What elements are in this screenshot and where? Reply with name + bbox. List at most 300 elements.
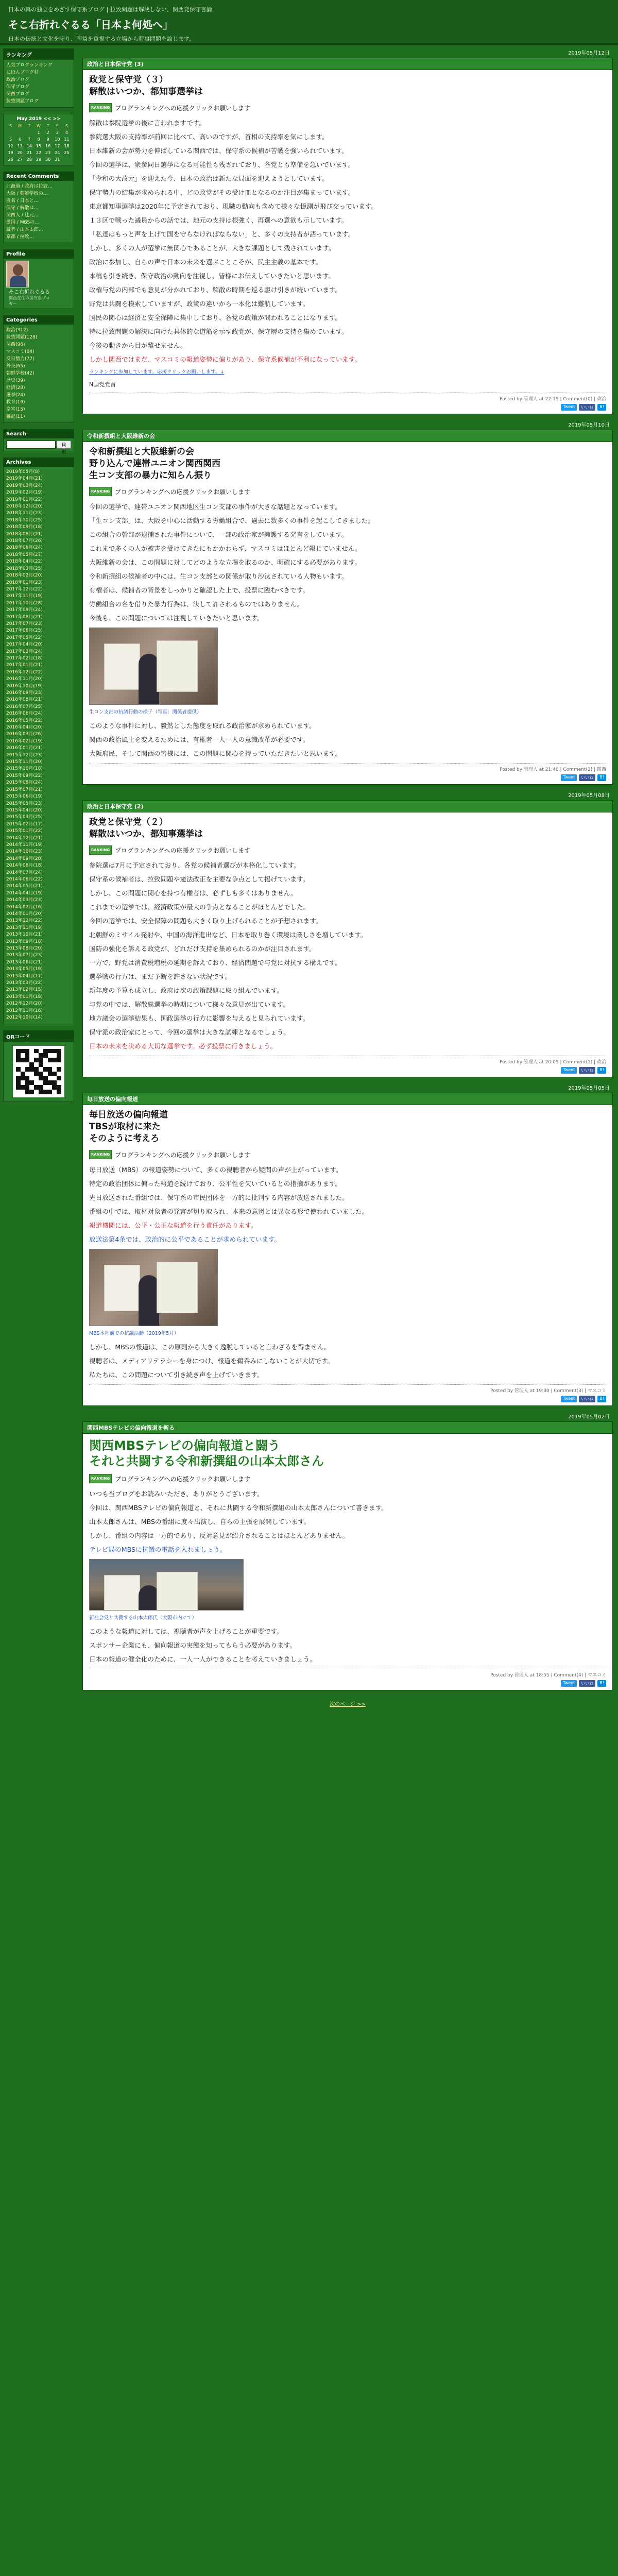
posted-by[interactable]: Posted by 管理人 at 20:05 | Comment(1) | 政治	[500, 1060, 606, 1065]
recent-comment-link[interactable]: 愛国 / MBSの…	[6, 220, 40, 225]
calendar-day[interactable]: 26	[8, 157, 13, 162]
archive-link[interactable]: 2012年12月(20)	[6, 1001, 43, 1007]
archive-link[interactable]: 2019年05月(8)	[6, 469, 40, 474]
archive-link[interactable]: 2015年06月(19)	[6, 794, 43, 800]
calendar-day[interactable]: 19	[8, 150, 13, 155]
calendar-day[interactable]: 1	[37, 130, 40, 135]
avatar[interactable]	[6, 261, 29, 287]
blue-paragraph: 放送法第4条では、政治的に公平であることが求められています。	[89, 1235, 281, 1243]
archive-link[interactable]: 2014年07月(24)	[6, 870, 43, 875]
calendar-title[interactable]: May 2019 << >>	[16, 116, 61, 122]
entry-header[interactable]: 毎日放送の偏向報道	[83, 1093, 612, 1105]
calendar-day[interactable]: 5	[9, 137, 12, 142]
archive-link[interactable]: 2015年03月(25)	[6, 815, 43, 820]
ranking-banner-row	[89, 103, 606, 112]
header-subtitle: 日本の真の独立をめざす保守系ブログ | 拉致問題は解決しない、関西発保守言論	[8, 6, 212, 13]
recent-comment-link[interactable]: 京都 / 拉致…	[6, 234, 34, 240]
calendar-day[interactable]: 28	[26, 157, 32, 162]
twitter-share-button[interactable]: Tweet	[561, 404, 577, 411]
entry-header[interactable]: 政治と日本保守党 (3)	[83, 58, 612, 70]
archive-link[interactable]: 2013年06月(21)	[6, 959, 43, 965]
paragraph: １３区で戦った議員からの話では、地元の支持は根強く、再選への意欲も示しています。	[89, 216, 348, 224]
category-link[interactable]: 皇室(15)	[6, 407, 25, 412]
paragraph: 北朝鮮のミサイル発射や、中国の海洋進出など、日本を取り巻く環境は厳しさを増しています。	[89, 931, 367, 939]
category-link[interactable]: 歴史(39)	[6, 378, 25, 383]
facebook-share-button[interactable]: いいね	[579, 1067, 595, 1074]
recent-comments-list	[4, 181, 74, 243]
archive-link[interactable]: 2018年06月(24)	[6, 545, 43, 551]
archive-link[interactable]: 2013年09月(18)	[6, 939, 43, 944]
recent-comment-link[interactable]: 北海道 / 政府は拉致…	[6, 184, 53, 189]
paragraph: 特定の政治団体に偏った報道を続けており、公平性を欠いているとの指摘があります。	[89, 1180, 342, 1188]
archive-link[interactable]: 2013年02月(15)	[6, 987, 43, 993]
ranking-banner-icon[interactable]: RANKING	[89, 103, 112, 112]
paragraph: 「令和の大改元」を迎えた今、日本の政治は新たな局面を迎えようとしています。	[89, 175, 329, 182]
archive-link[interactable]: 2019年03月(24)	[6, 483, 43, 488]
archive-link[interactable]: 2016年04月(20)	[6, 725, 43, 731]
ranking-text: プログランキングへの応援クリックお願いします	[115, 104, 251, 112]
archive-link[interactable]: 2015年09月(22)	[6, 773, 43, 778]
paragraph: しかし、この問題に関心を持つ有権者は、必ずしも多くはありません。	[89, 889, 297, 897]
twitter-share-button[interactable]: Tweet	[561, 1680, 577, 1687]
paragraph: 大阪維新の会は、この問題に対してどのような立場を取るのか、明確にする必要があります。	[89, 558, 361, 566]
archive-link[interactable]: 2015年10月(18)	[6, 766, 43, 772]
archive-link[interactable]: 2018年11月(23)	[6, 511, 43, 516]
paragraph: これまでの選挙では、経済政策が最大の争点となることがほとんどでした。	[89, 903, 310, 911]
ranking-banner-icon[interactable]: RANKING	[89, 1150, 112, 1159]
archive-link[interactable]: 2014年11月(19)	[6, 842, 43, 848]
calendar-day[interactable]: 24	[55, 150, 60, 155]
paragraph: 参院選大阪の支持率が前回に比べて、高いのですが、首相の支持率を気にします。	[89, 133, 329, 141]
archive-link[interactable]: 2016年01月(21)	[6, 745, 43, 751]
archive-link[interactable]: 2014年12月(21)	[6, 835, 43, 841]
archive-link[interactable]: 2019年04月(21)	[6, 476, 43, 482]
entry-body	[83, 70, 612, 414]
profile-name-box	[9, 287, 50, 307]
ranking-text: プログランキングへの応援クリックお願いします	[115, 1475, 251, 1483]
entry-header[interactable]: 政治と日本保守党 (2)	[83, 801, 612, 812]
entry-photo[interactable]	[89, 628, 218, 705]
hatena-bookmark-button[interactable]: B!	[597, 1680, 606, 1687]
category-link[interactable]: 反日勢力(77)	[6, 357, 35, 362]
archive-link[interactable]: 2013年12月(22)	[6, 918, 43, 924]
archive-link[interactable]: 2018年08月(21)	[6, 531, 43, 537]
paragraph: 特に拉致問題の解決に向けた具体的な道筋を示す政党が、保守層の支持を集めています。	[89, 328, 348, 335]
facebook-share-button[interactable]: いいね	[579, 1396, 595, 1402]
archive-link[interactable]: 2015年02月(17)	[6, 821, 43, 827]
highlight-paragraph: しかし関西ではまだ、マスコミの報道姿勢に偏りがあり、保守系候補が不利になっています。	[89, 355, 361, 363]
calendar-day[interactable]: 25	[64, 150, 70, 155]
archive-link[interactable]: 2014年01月(20)	[6, 911, 43, 917]
ranking-banner-row	[89, 845, 606, 855]
paragraph: 山本太郎さんは、MBSの番組に度々出演し、自らの主張を展開しています。	[89, 1518, 311, 1526]
archive-link[interactable]: 2018年12月(20)	[6, 504, 43, 510]
placard	[104, 1265, 140, 1311]
site-title[interactable]: そこ右折れぐるる「日本よ何処へ」	[8, 19, 173, 31]
calendar-day[interactable]: 13	[17, 144, 23, 148]
paragraph: 国民の関心は経済と安全保障に集中しており、各党の政策が問われることになります。	[89, 314, 342, 321]
archive-link[interactable]: 2018年02月(20)	[6, 573, 43, 579]
paragraph: しかし、多くの人が選挙に無関心であることが、大きな課題として残されています。	[89, 244, 335, 252]
placard	[157, 1262, 198, 1313]
paragraph: 今回の選挙は、衆参同日選挙になる可能性も残されており、各党とも準備を急いでいます。	[89, 161, 355, 168]
archive-link[interactable]: 2018年01月(23)	[6, 580, 43, 585]
archive-link[interactable]: 2013年11月(19)	[6, 925, 43, 930]
calendar-day[interactable]: 2	[46, 130, 49, 135]
calendar-day	[15, 130, 24, 136]
entry-body	[83, 1105, 612, 1405]
entry-date: 2019年05月08日	[568, 793, 610, 799]
entry-photo[interactable]	[89, 1559, 244, 1611]
archive-link[interactable]: 2015年07月(21)	[6, 787, 43, 792]
site-description: 日本の伝統と文化を守り、国益を重視する立場から時事問題を論じます。	[8, 36, 195, 42]
archive-link[interactable]: 2017年07月(23)	[6, 621, 43, 626]
recent-comment-link[interactable]: 大阪 / 朝鮮学校の…	[6, 191, 48, 196]
calendar-day	[25, 130, 33, 136]
calendar-day[interactable]: 14	[26, 144, 32, 148]
calendar-day[interactable]: 17	[55, 144, 60, 148]
archive-link[interactable]: 2017年02月(18)	[6, 655, 43, 661]
archive-link[interactable]: 2015年04月(20)	[6, 807, 43, 813]
paragraph: 今回の選挙で、連帯ユニオン関西地区生コン支部の事件が大きな話題となっています。	[89, 503, 341, 511]
category-link[interactable]: マスコミ(84)	[6, 349, 35, 354]
share-buttons	[89, 1396, 606, 1402]
menu-block	[3, 48, 74, 108]
facebook-share-button[interactable]: いいね	[579, 404, 595, 411]
calendar-day[interactable]: 15	[36, 144, 42, 148]
archive-link[interactable]: 2017年12月(22)	[6, 586, 43, 592]
twitter-share-button[interactable]: Tweet	[561, 1396, 577, 1402]
entry-footer	[89, 393, 606, 411]
archive-link[interactable]: 2016年10月(19)	[6, 683, 43, 689]
entry-footer	[89, 1669, 606, 1687]
paragraph: 毎日放送（MBS）の報道姿勢について、多くの視聴者から疑問の声が上がっています。	[89, 1166, 342, 1174]
category-link[interactable]: 朝鮮学校(42)	[6, 371, 35, 376]
archive-link[interactable]: 2017年10月(28)	[6, 600, 43, 606]
ranking-banner-icon[interactable]: RANKING	[89, 487, 112, 496]
archive-link[interactable]: 2018年07月(26)	[6, 538, 43, 544]
entry-body	[83, 812, 612, 1077]
calendar-day[interactable]: 11	[64, 137, 70, 142]
share-buttons	[89, 1067, 606, 1074]
calendar-day[interactable]: 22	[36, 150, 42, 155]
paragraph: いつも当ブログをお読みいただき、ありがとうございます。	[89, 1490, 264, 1498]
archive-link[interactable]: 2018年03月(25)	[6, 566, 43, 571]
recent-comment-link[interactable]: 保守 / 解散は…	[6, 206, 39, 211]
facebook-share-button[interactable]: いいね	[579, 1680, 595, 1687]
paragraph: しかし、MBSの報道は、この原則から大きく逸脱していると言わざるを得ません。	[89, 1343, 331, 1351]
placard	[157, 1572, 198, 1611]
posted-by[interactable]: Posted by 管理人 at 18:55 | Comment(4) | マスコミ	[490, 1673, 606, 1678]
category-link[interactable]: 関西(96)	[6, 342, 25, 347]
calendar-day[interactable]: 3	[56, 130, 59, 135]
archive-link[interactable]: 2017年11月(19)	[6, 594, 43, 599]
menu-link[interactable]: 拉致問題ブログ	[6, 99, 39, 104]
search-input[interactable]	[6, 440, 56, 449]
hatena-bookmark-button[interactable]: B!	[597, 774, 606, 781]
archive-link[interactable]: 2016年05月(22)	[6, 718, 43, 723]
paragraph: 保守系の候補者は、拉致問題や憲法改正を主要な争点として掲げています。	[89, 875, 310, 883]
category-link[interactable]: 政治(312)	[6, 328, 28, 333]
archive-link[interactable]: 2014年04月(19)	[6, 890, 43, 896]
archive-link[interactable]: 2014年06月(22)	[6, 876, 43, 882]
categories-list	[4, 325, 74, 422]
menu-link[interactable]: 保守ブログ	[6, 84, 30, 90]
paragraph: 新年度の予算も成立し、政府は次の政策課題に取り組んでいます。	[89, 987, 283, 994]
entry-date: 2019年05月12日	[568, 50, 610, 56]
recent-comment-link[interactable]: 読者 / 山本太郎…	[6, 227, 43, 232]
calendar-day[interactable]: 6	[19, 137, 22, 142]
ranking-banner-row	[89, 1150, 606, 1159]
archive-link[interactable]: 2017年06月(25)	[6, 628, 43, 634]
archive-link[interactable]: 2014年08月(18)	[6, 863, 43, 869]
paragraph: 与党の中では、解散総選挙の時期について様々な意見が出ています。	[89, 1001, 290, 1008]
search-heading: Search	[4, 430, 74, 438]
paragraph: このような事件に対し、毅然とした態度を取れる政治家が求められています。	[89, 722, 316, 730]
person-figure	[139, 1585, 159, 1611]
entry-title[interactable]: 令和新撰組と大阪維新の会 野り込んで連帯ユニオン関西関西 生コン支部の暴力に知らん振り	[89, 447, 220, 481]
category-link[interactable]: 雑記(11)	[6, 414, 25, 419]
photo-caption: 生コン支部の抗議行動の様子（写真：関係者提供）	[89, 709, 202, 715]
archives-block	[3, 457, 74, 1024]
hatena-bookmark-button[interactable]: B!	[597, 404, 606, 411]
calendar-day[interactable]: 12	[8, 144, 13, 148]
category-link[interactable]: 経済(28)	[6, 385, 25, 391]
calendar-day[interactable]: 20	[17, 150, 23, 155]
calendar-day[interactable]: 10	[55, 137, 60, 142]
person-figure	[139, 1275, 159, 1326]
archive-link[interactable]: 2012年11月(16)	[6, 1008, 43, 1013]
archive-link[interactable]: 2015年01月(22)	[6, 828, 43, 834]
paragraph: 日本の報道の健全化のために、一人一人ができることを考えていきましょう。	[89, 1655, 316, 1663]
calendar-day[interactable]: 18	[64, 144, 70, 148]
archive-link[interactable]: 2016年12月(22)	[6, 669, 43, 675]
paragraph: 私たちは、この問題について引き続き声を上げていきます。	[89, 1371, 264, 1379]
entry-title[interactable]: 政党と保守党（２） 解散はいつか、都知事選挙は	[89, 817, 203, 839]
category-link[interactable]: 拉致問題(128)	[6, 335, 38, 340]
paragraph: 選挙戦の行方は、まだ予断を許さない状況です。	[89, 973, 232, 980]
recent-comments-block	[3, 172, 74, 243]
archive-link[interactable]: 2014年02月(16)	[6, 904, 43, 910]
highlight-paragraph: 日本の未来を決める大切な選挙です。必ず投票に行きましょう。	[89, 1042, 277, 1050]
archive-link[interactable]: 2013年01月(18)	[6, 994, 43, 999]
archive-link[interactable]: 2012年10月(14)	[6, 1015, 43, 1021]
archive-link[interactable]: 2014年09月(20)	[6, 856, 43, 861]
paragraph: これまで多くの人が被害を受けてきたにもかかわらず、マスコミはほとんど報じていません。	[89, 545, 362, 552]
archive-link[interactable]: 2018年05月(27)	[6, 552, 43, 557]
archives-list	[4, 467, 74, 1024]
archive-link[interactable]: 2017年01月(21)	[6, 663, 43, 668]
archive-link[interactable]: 2017年09月(24)	[6, 607, 43, 613]
archive-link[interactable]: 2017年08月(21)	[6, 614, 43, 620]
blog-entry	[82, 430, 613, 785]
menu-link[interactable]: にほんブログ村	[6, 70, 39, 75]
calendar-block	[3, 114, 74, 165]
paragraph: 保守派の政治家にとって、今回の選挙は大きな試練となるでしょう。	[89, 1028, 290, 1036]
posted-by[interactable]: Posted by 管理人 at 19:30 | Comment(3) | マスコミ	[490, 1388, 606, 1394]
entry-photo[interactable]	[89, 1249, 218, 1326]
ranking-banner-icon[interactable]: RANKING	[89, 1474, 112, 1483]
ranking-link[interactable]: ランキングに参加しています。応援クリックお願いします。↓	[89, 369, 225, 375]
entry-header[interactable]: 令和新撰組と大阪維新の会	[83, 430, 612, 442]
recent-comments-heading: Recent Comments	[4, 172, 74, 181]
calendar-dow: F	[56, 124, 59, 128]
calendar-day[interactable]: 27	[17, 157, 23, 162]
paragraph: 国防の強化を訴える政党が、どれだけ支持を集められるのかが注目されます。	[89, 945, 316, 953]
placard	[104, 643, 140, 690]
paragraph: 保守勢力の結集が求められる中、どの政党がその受け皿となるのか注目が集まっています。	[89, 189, 355, 196]
archive-link[interactable]: 2015年11月(20)	[6, 759, 43, 765]
recent-comment-link[interactable]: 関西人 / 辻元…	[6, 213, 39, 218]
calendar-day[interactable]: 8	[37, 137, 40, 142]
entry-date: 2019年05月10日	[568, 422, 610, 428]
archive-link[interactable]: 2013年03月(22)	[6, 980, 43, 986]
archive-link[interactable]: 2014年03月(23)	[6, 897, 43, 903]
entry-header[interactable]: 関西MBSテレビの偏向報道を斬る	[83, 1422, 612, 1434]
calendar-dow: S	[9, 124, 12, 128]
entry-body	[83, 442, 612, 784]
photo-caption: 新社会党と共闘する山本太郎氏（大阪市内にて）	[89, 1615, 197, 1621]
archive-link[interactable]: 2017年05月(22)	[6, 635, 43, 640]
calendar-day[interactable]: 9	[46, 137, 49, 142]
menu-link[interactable]: 人気ブログランキング	[6, 63, 53, 68]
twitter-share-button[interactable]: Tweet	[561, 774, 577, 781]
site-header	[0, 0, 618, 45]
qr-code-icon	[13, 1046, 64, 1097]
archive-link[interactable]: 2017年03月(24)	[6, 649, 43, 654]
calendar-day[interactable]: 23	[45, 150, 51, 155]
archive-link[interactable]: 2015年05月(23)	[6, 801, 43, 806]
entry-footer	[89, 1056, 606, 1074]
recent-comment-link[interactable]: 匿名 / 日本と…	[6, 198, 39, 204]
calendar-day[interactable]: 30	[45, 157, 51, 162]
archive-link[interactable]: 2016年07月(25)	[6, 704, 43, 709]
paragraph: スポンサー企業にも、偏向報道の実態を知ってもらう必要があります。	[89, 1641, 296, 1649]
search-button[interactable]: 検索	[57, 440, 71, 449]
archive-link[interactable]: 2017年04月(20)	[6, 642, 43, 648]
hatena-bookmark-button[interactable]: B!	[597, 1396, 606, 1402]
paragraph: 「私達はもっと声を上げて国を守らなければならない」と、多くの支持者が語っています。	[89, 230, 355, 238]
menu-heading: ランキング	[4, 49, 74, 60]
entry-title[interactable]: 毎日放送の偏向報道 TBSが取材に来た そのように考えろ	[89, 1110, 168, 1144]
paragraph: 参院選は7月に予定されており、各党の候補者選びが本格化しています。	[89, 861, 301, 869]
entry-title[interactable]: 関西MBSテレビの偏向報道と闘う それと共闘する令和新撰組の山本太郎さん	[89, 1438, 324, 1468]
main-content	[77, 45, 613, 1728]
archives-heading: Archives	[4, 458, 74, 467]
archive-link[interactable]: 2015年12月(23)	[6, 752, 43, 758]
categories-heading: Categories	[4, 316, 74, 325]
archive-link[interactable]: 2013年07月(23)	[6, 953, 43, 958]
highlight-paragraph: 報道機関には、公平・公正な報道を行う責任があります。	[89, 1222, 258, 1229]
paragraph: 地方議会の選挙結果も、国政選挙の行方に影響を与えると見られています。	[89, 1014, 310, 1022]
archive-link[interactable]: 2016年11月(20)	[6, 676, 43, 682]
archive-link[interactable]: 2018年10月(25)	[6, 517, 43, 523]
posted-by[interactable]: Posted by 管理人 at 21:40 | Comment(2) | 関西	[500, 767, 606, 772]
paragraph: 「生コン支部」は、大阪を中心に活動する労働組合で、過去に数多くの事件を起こしてきました。	[89, 517, 374, 524]
person-figure	[139, 654, 159, 705]
calendar-day[interactable]: 29	[36, 157, 42, 162]
blog-entry	[82, 1421, 613, 1690]
calendar-dow: T	[46, 124, 49, 128]
archive-link[interactable]: 2015年08月(24)	[6, 780, 43, 786]
ranking-banner-icon[interactable]: RANKING	[89, 845, 112, 855]
calendar-day[interactable]: 31	[55, 157, 60, 162]
share-buttons	[89, 774, 606, 781]
category-link[interactable]: 選挙(24)	[6, 393, 25, 398]
paragraph: 解散は参院選挙の後に言われますです。	[89, 119, 206, 127]
ranking-banner-row	[89, 1474, 606, 1483]
archive-link[interactable]: 2016年06月(24)	[6, 711, 43, 717]
paragraph: 本稿も引き続き、保守政治の動向を注視し、皆様にお伝えしていきたいと思います。	[89, 272, 335, 280]
paragraph: 政治に参加し、自らの声で日本の未来を選ぶことこそが、民主主義の基本です。	[89, 258, 322, 266]
calendar-day[interactable]: 16	[45, 144, 51, 148]
paragraph: 今後も、この問題については注視していきたいと思います。	[89, 614, 264, 622]
calendar-day[interactable]: 7	[28, 137, 31, 142]
archive-link[interactable]: 2013年04月(17)	[6, 973, 43, 979]
entry-title[interactable]: 政党と保守党（３） 解散はいつか、都知事選挙は	[89, 75, 203, 97]
entry-date: 2019年05月05日	[568, 1086, 610, 1091]
archive-link[interactable]: 2013年05月(19)	[6, 967, 43, 972]
profile-description: 関西在住の保守系ブロガー	[9, 296, 50, 306]
archive-link[interactable]: 2016年03月(26)	[6, 732, 43, 737]
pagination	[82, 1700, 613, 1707]
hatena-bookmark-button[interactable]: B!	[597, 1067, 606, 1074]
placard	[157, 640, 198, 692]
profile-name: そこ右折れぐるる	[9, 290, 50, 295]
share-buttons	[89, 1680, 606, 1687]
archive-link[interactable]: 2013年10月(21)	[6, 932, 43, 938]
paragraph: 労働組合の名を借りた暴力行為は、決して許されるものではありません。	[89, 600, 304, 608]
category-link[interactable]: 外交(65)	[6, 364, 25, 369]
calendar-day[interactable]: 4	[65, 130, 68, 135]
paragraph: 有権者は、候補者の背景をしっかりと確認した上で、投票に臨むべきです。	[89, 586, 309, 594]
profile-block	[3, 249, 74, 309]
calendar-dow: M	[18, 124, 22, 128]
menu-link[interactable]: 関西ブログ	[6, 92, 30, 97]
archive-link[interactable]: 2016年09月(23)	[6, 690, 43, 696]
share-buttons	[89, 404, 606, 411]
next-page-link[interactable]: 次のページ >>	[330, 1702, 366, 1707]
paragraph: 令和新撰組の候補者の中には、生コン支部との関係が取り沙汰されている人物もいます。	[89, 572, 348, 580]
entry-date: 2019年05月02日	[568, 1414, 610, 1420]
paragraph: 関西の政治風土を変えるためには、有権者一人一人の意識改革が必要です。	[89, 736, 310, 743]
archive-link[interactable]: 2014年10月(23)	[6, 849, 43, 855]
archive-link[interactable]: 2018年04月(22)	[6, 559, 43, 565]
archive-link[interactable]: 2016年08月(21)	[6, 697, 43, 703]
twitter-share-button[interactable]: Tweet	[561, 1067, 577, 1074]
search-block	[3, 429, 74, 454]
paragraph: 今後の動きから目が離せません。	[89, 342, 187, 349]
blog-entry	[82, 800, 613, 1077]
archive-link[interactable]: 2019年02月(19)	[6, 490, 43, 496]
archive-link[interactable]: 2016年02月(19)	[6, 738, 43, 744]
paragraph: 東京都知事選挙は2020年に予定されており、現職の動向も含めて様々な憶測が飛び交っています。	[89, 202, 377, 210]
facebook-share-button[interactable]: いいね	[579, 774, 595, 781]
placard	[104, 1575, 140, 1611]
archive-link[interactable]: 2018年09月(18)	[6, 524, 43, 530]
paragraph: 日本維新の会が勢力を伸ばしている関西では、保守系の候補が苦戦を強いられています。	[89, 147, 348, 155]
archive-link[interactable]: 2013年08月(20)	[6, 946, 43, 952]
archive-link[interactable]: 2014年05月(21)	[6, 884, 43, 889]
ranking-banner-row	[89, 487, 606, 496]
archive-link[interactable]: 2019年01月(22)	[6, 497, 43, 502]
paragraph: 今回の選挙では、安全保障の問題も大きく取り上げられることが予想されます。	[89, 917, 322, 925]
calendar-dow: S	[65, 124, 68, 128]
posted-by[interactable]: Posted by 管理人 at 22:15 | Comment(0) | 政治	[500, 397, 606, 402]
category-link[interactable]: 教育(19)	[6, 400, 25, 405]
calendar-day[interactable]: 21	[26, 150, 32, 155]
menu-link[interactable]: 政治ブログ	[6, 77, 30, 82]
